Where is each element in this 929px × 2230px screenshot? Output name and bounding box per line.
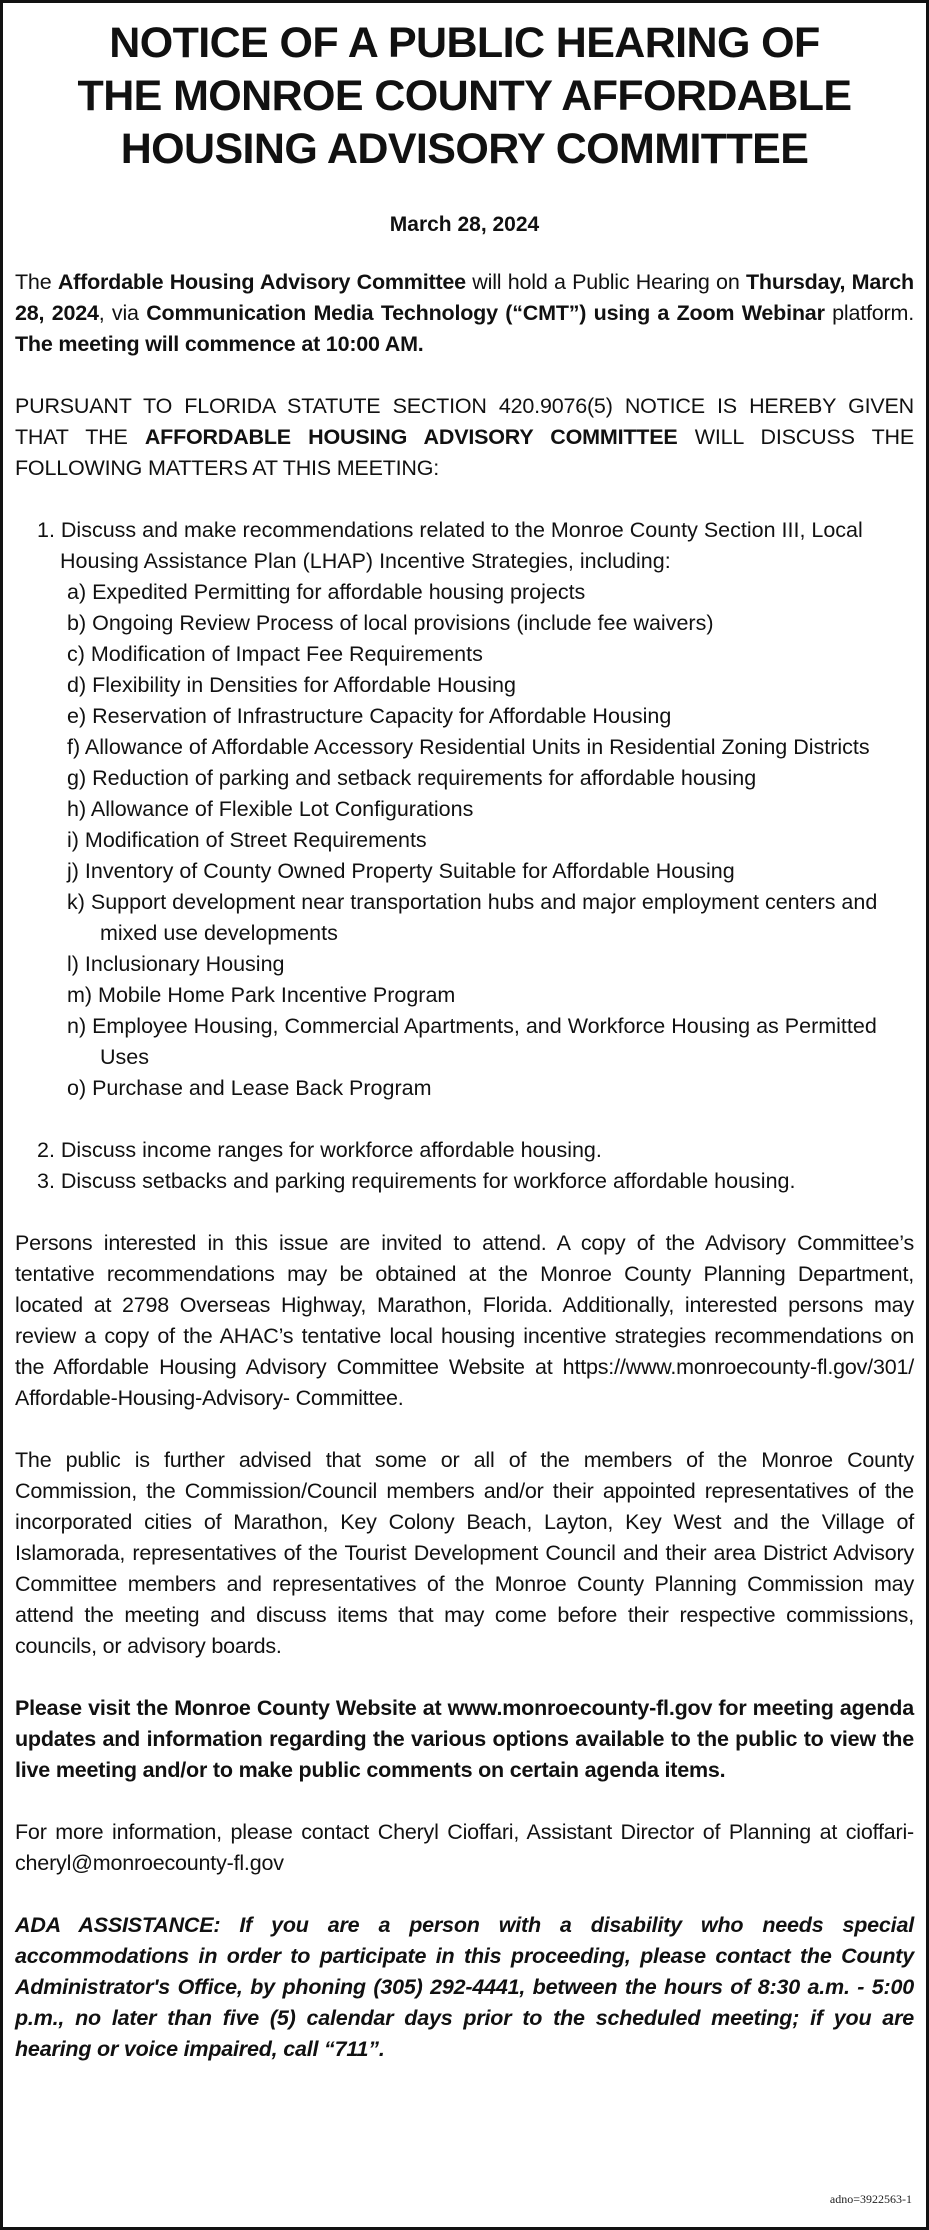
text-segment: , via [98, 301, 147, 325]
emphasized-text: The meeting will commence at 10:00 AM. [15, 332, 424, 356]
emphasized-text: Communication Media Technology (“CMT”) using a Zoom Webinar [146, 301, 825, 325]
incentive-strategy-item: i) Modification of Street Requirements [67, 828, 427, 852]
text-segment: Persons interested in this issue are invited to attend. A copy of the Advisory Committee’s tentative recommendations may be obtained at the Monroe County Planning Department, located at 2798 Overseas Highway, Marathon, Florida. Additionally, interested persons may review a copy of the AHAC’s tentative local housing incentive strategies recommendations on the Affordable Housing Advisory Committee Website at https://www.monroecounty-fl.gov/301/ Affordable-Housing-Advisory- Committee. [15, 1231, 914, 1410]
text-segment: will hold a Public Hearing on [465, 270, 746, 294]
text-segment: For more information, please contact Cheryl Cioffari, Assistant Director of Planning at cioffari-cheryl@monroecounty-fl.gov [15, 1820, 914, 1875]
incentive-strategy-item: b) Ongoing Review Process of local provisions (include fee waivers) [67, 611, 714, 635]
incentive-strategy-item: o) Purchase and Lease Back Program [67, 1076, 432, 1100]
text-segment: platform. [824, 301, 914, 325]
incentive-strategy-item: e) Reservation of Infrastructure Capacity for Affordable Housing [67, 704, 672, 728]
text-segment: The [15, 270, 58, 294]
agenda-item-3: 3. Discuss setbacks and parking requirements for workforce affordable housing. [37, 1169, 796, 1193]
incentive-strategy-item: g) Reduction of parking and setback requirements for affordable housing [67, 766, 757, 790]
contact-paragraph [15, 1817, 914, 1879]
text-segment: WILL DISCUSS THE FOLLOWING MATTERS AT THIS MEETING: [15, 425, 914, 480]
incentive-strategy-item: j) Inventory of County Owned Property Suitable for Affordable Housing [67, 859, 735, 883]
website-paragraph [15, 1693, 914, 1786]
incentive-strategy-item: l) Inclusionary Housing [67, 952, 285, 976]
incentive-strategy-item: d) Flexibility in Densities for Affordable Housing [67, 673, 516, 697]
ad-number: adno=3922563-1 [829, 2192, 912, 2206]
title-line: THE MONROE COUNTY AFFORDABLE [77, 72, 852, 120]
notice-date: March 28, 2024 [389, 213, 540, 236]
ada-paragraph [15, 1910, 914, 2065]
incentive-strategy-item: h) Allowance of Flexible Lot Configurations [67, 797, 474, 821]
title-line: NOTICE OF A PUBLIC HEARING OF [109, 19, 820, 67]
agenda-item-2: 2. Discuss income ranges for workforce affordable housing. [37, 1138, 602, 1162]
emphasized-text: Thursday, March 28, 2024 [15, 270, 914, 325]
statute-paragraph [15, 391, 914, 484]
notice-title [15, 17, 914, 176]
emphasized-text: ADA ASSISTANCE: If you are a person with a disability who needs special accommodations in order to participate in this proceeding, please contact the County Administrator's Office, by phoning (305) 292-4441, between the hours of 8:30 a.m. - 5:00 p.m., no later than five (5) calendar days prior to the scheduled meeting; if you are hearing or voice impaired, call “711”. [15, 1913, 914, 2061]
public-advisory-paragraph [15, 1445, 914, 1662]
notice-body [15, 17, 914, 2065]
text-segment: PURSUANT TO FLORIDA STATUTE SECTION 420.9076(5) NOTICE IS HEREBY GIVEN THAT THE [15, 394, 914, 449]
incentive-strategy-item: k) Support development near transportation hubs and major employment centers and mixed use developments [67, 890, 878, 945]
title-line: HOUSING ADVISORY COMMITTEE [120, 125, 809, 173]
attendance-paragraph [15, 1228, 914, 1414]
incentive-strategy-list [15, 577, 914, 1104]
text-segment: The public is further advised that some or all of the members of the Monroe County Commission, the Commission/Council members and/or their appointed representatives of the incorporated cities of Marathon, Key Colony Beach, Layton, Key West and the Village of Islamorada, representatives of the Tourist Development Council and their area District Advisory Committee members and representatives of the Monroe County Planning Commission may attend the meeting and discuss items that may come before their respective commissions, councils, or advisory boards. [15, 1448, 914, 1658]
agenda-list [15, 515, 914, 1197]
incentive-strategy-item: n) Employee Housing, Commercial Apartments, and Workforce Housing as Permitted Uses [67, 1014, 877, 1069]
intro-paragraph [15, 267, 914, 360]
incentive-strategy-item: f) Allowance of Affordable Accessory Residential Units in Residential Zoning Districts [67, 735, 870, 759]
incentive-strategy-item: m) Mobile Home Park Incentive Program [67, 983, 456, 1007]
agenda-item-1: 1. Discuss and make recommendations related to the Monroe County Section III, Local Housing Assistance Plan (LHAP) Incentive Strategies, including: [37, 518, 863, 573]
emphasized-text: AFFORDABLE HOUSING ADVISORY COMMITTEE [144, 425, 678, 449]
emphasized-text: Please visit the Monroe County Website at www.monroecounty-fl.gov for meeting agenda updates and information regarding the various options available to the public to view the live meeting and/or to make public comments on certain agenda items. [15, 1696, 914, 1782]
emphasized-text: Affordable Housing Advisory Committee [57, 270, 466, 294]
incentive-strategy-item: a) Expedited Permitting for affordable housing projects [67, 580, 586, 604]
incentive-strategy-item: c) Modification of Impact Fee Requirements [67, 642, 483, 666]
